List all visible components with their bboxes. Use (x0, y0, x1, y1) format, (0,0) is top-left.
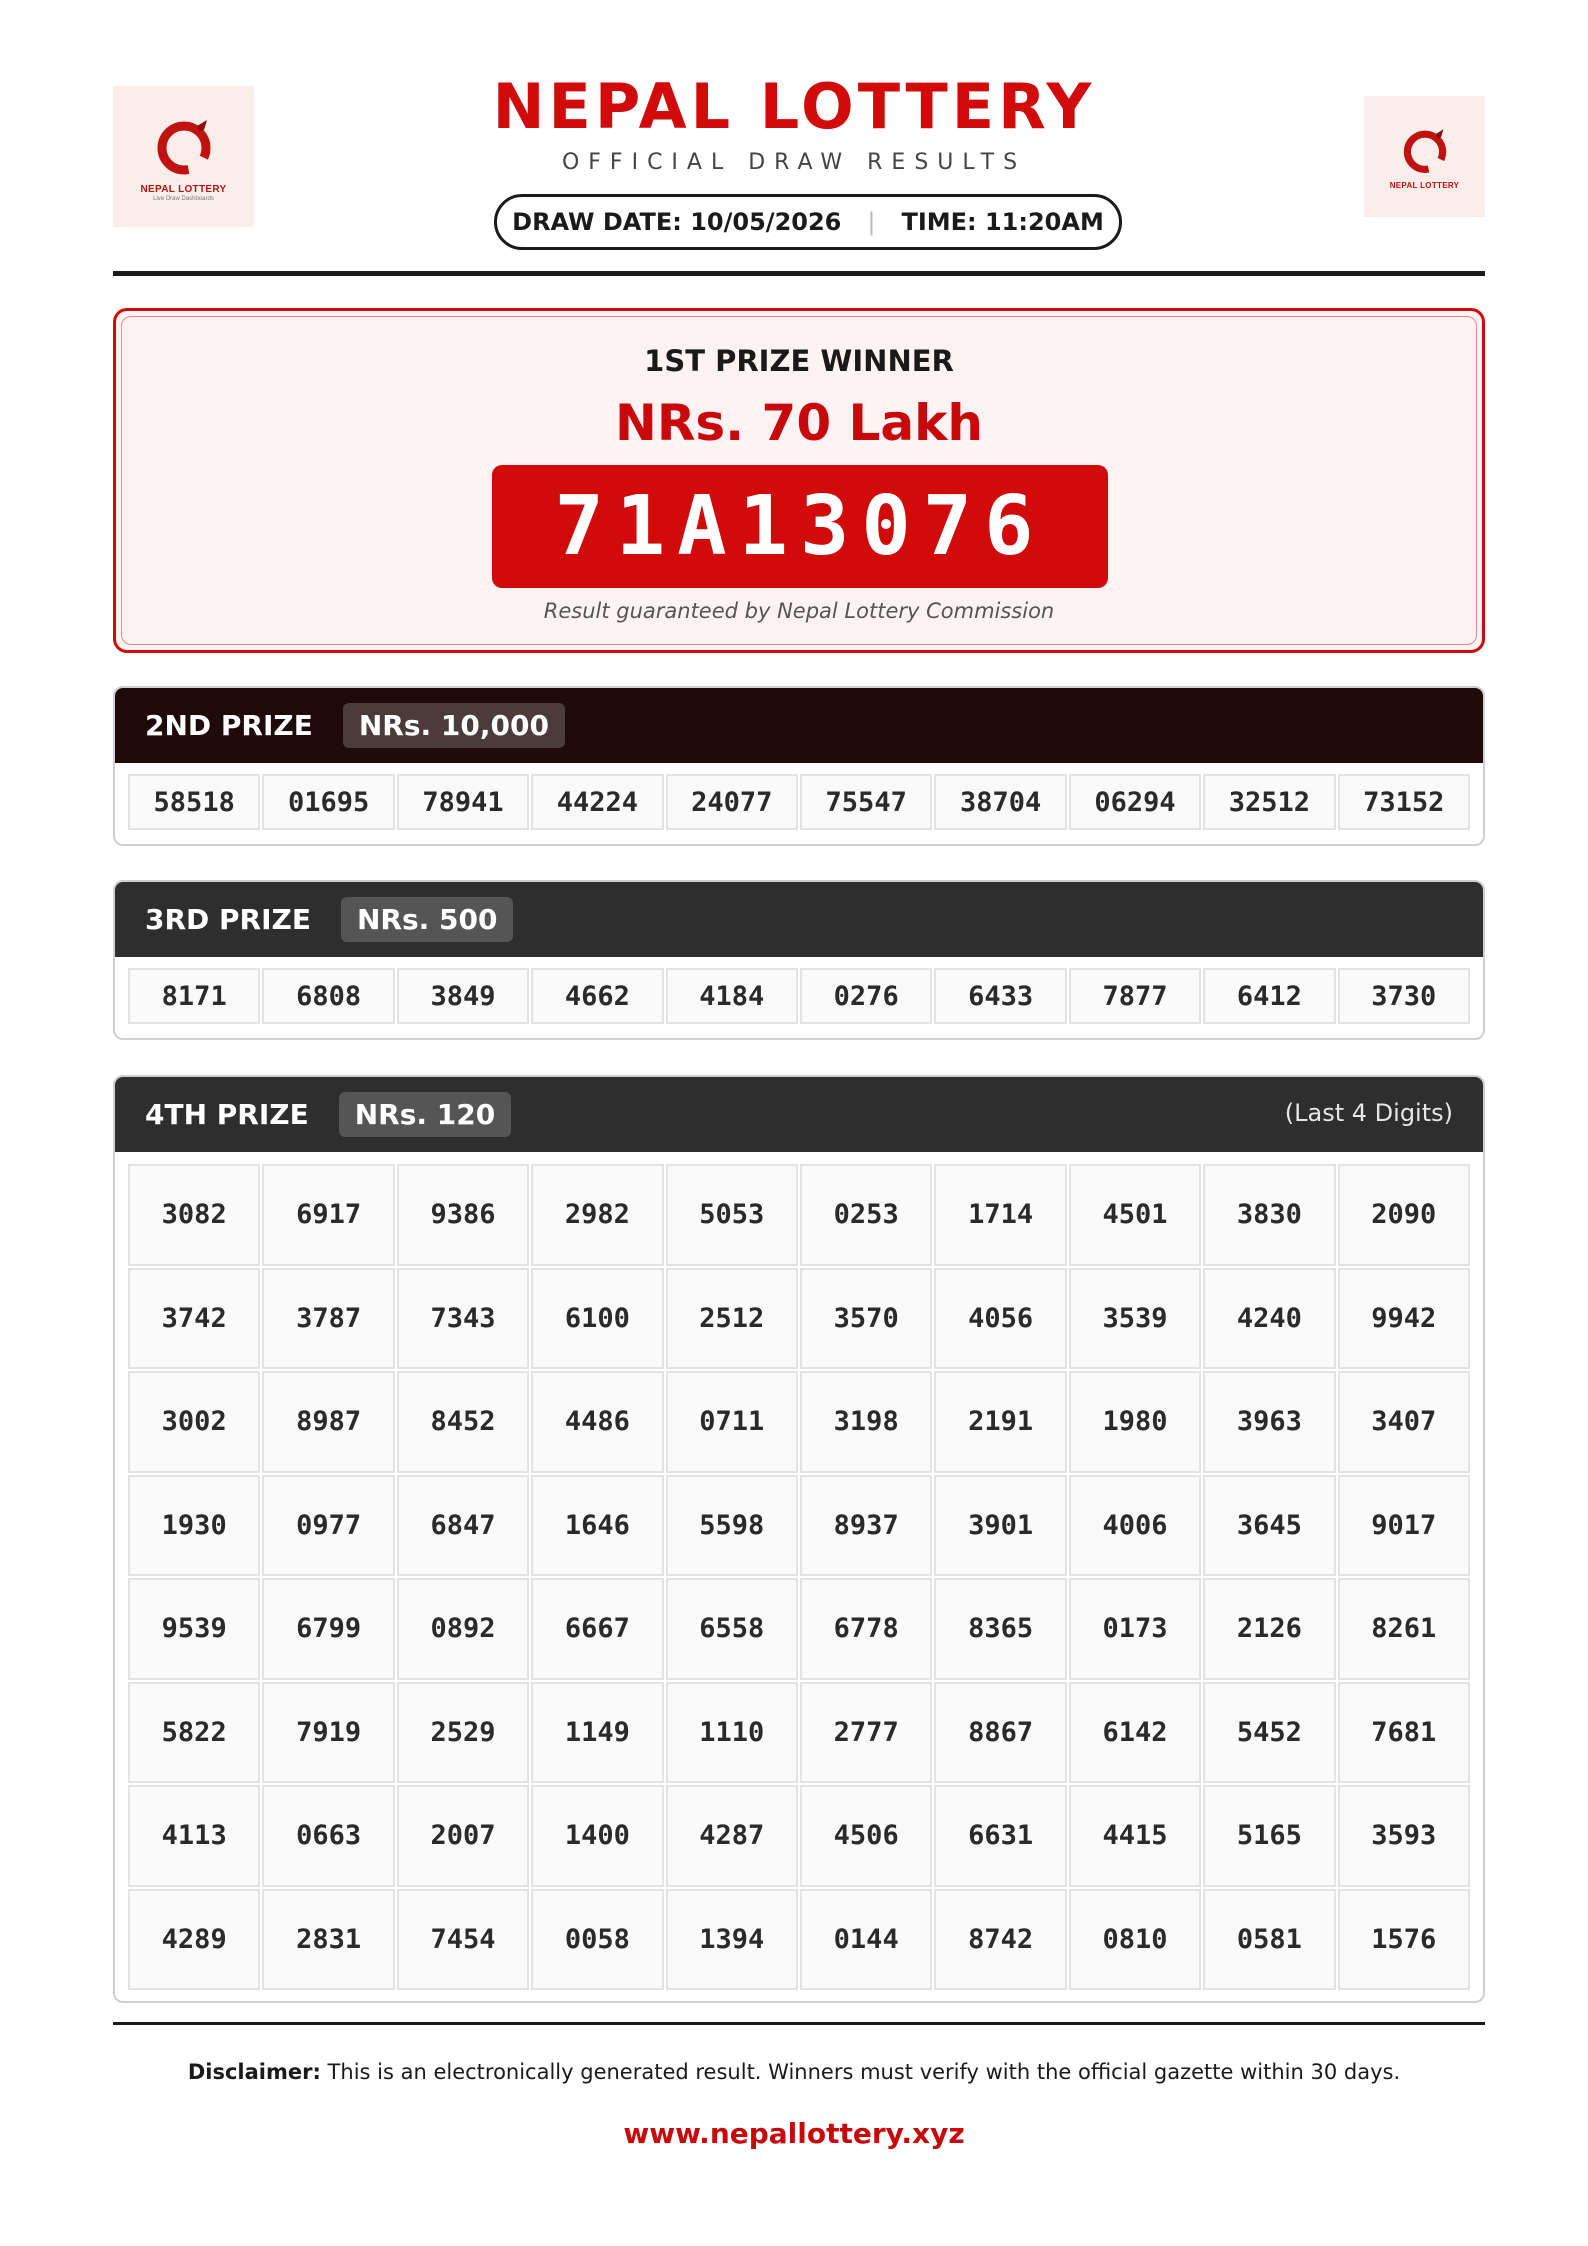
ticket-number-cell: 2191 (934, 1371, 1066, 1473)
ticket-number-cell: 4287 (666, 1785, 798, 1887)
ticket-number-cell: 58518 (128, 774, 260, 830)
ticket-number-cell: 32512 (1203, 774, 1335, 830)
ticket-number-cell: 4056 (934, 1268, 1066, 1370)
ticket-number-cell: 1646 (531, 1475, 663, 1577)
third-prize-grid (127, 967, 1471, 1025)
ticket-number-cell: 3742 (128, 1268, 260, 1370)
ticket-number-cell: 0977 (262, 1475, 394, 1577)
logo-tagline: Live Draw Dashboards (153, 195, 214, 202)
ticket-number-cell: 3830 (1203, 1164, 1335, 1266)
ticket-number-cell: 3570 (800, 1268, 932, 1370)
fourth-prize-grid (127, 1163, 1471, 1991)
ticket-number-cell: 2831 (262, 1889, 394, 1991)
third-prize-section (113, 880, 1485, 1040)
ticket-number-cell: 0276 (800, 968, 932, 1024)
ticket-number-cell: 6778 (800, 1578, 932, 1680)
draw-time: TIME: 11:20AM (901, 208, 1104, 236)
ticket-number-cell: 2090 (1338, 1164, 1470, 1266)
website-link[interactable]: www.nepallottery.xyz (623, 2117, 965, 2150)
ticket-number-cell: 4289 (128, 1889, 260, 1991)
logo-text: NEPAL LOTTERY (1389, 181, 1460, 190)
ticket-number-cell: 0058 (531, 1889, 663, 1991)
ticket-number-cell: 6558 (666, 1578, 798, 1680)
ticket-number-cell: 0892 (397, 1578, 529, 1680)
first-prize-ticket: 71A13076 (492, 465, 1108, 588)
first-prize-note: Result guaranteed by Nepal Lottery Commission (543, 599, 1055, 623)
second-prize-header (115, 688, 1483, 763)
ticket-number-cell: 6142 (1069, 1682, 1201, 1784)
ticket-number-cell: 1110 (666, 1682, 798, 1784)
ticket-number-cell: 4501 (1069, 1164, 1201, 1266)
ticket-number-cell: 6433 (934, 968, 1066, 1024)
disclaimer (0, 2060, 1588, 2084)
ticket-number-cell: 3787 (262, 1268, 394, 1370)
ticket-number-cell: 3645 (1203, 1475, 1335, 1577)
ticket-number-cell: 0253 (800, 1164, 932, 1266)
ticket-number-cell: 4006 (1069, 1475, 1201, 1577)
second-prize-title: 2ND PRIZE (145, 709, 313, 742)
ticket-number-cell: 2512 (666, 1268, 798, 1370)
ticket-number-cell: 06294 (1069, 774, 1201, 830)
ticket-number-cell: 2777 (800, 1682, 932, 1784)
ticket-number-cell: 5822 (128, 1682, 260, 1784)
ticket-number-cell: 3849 (397, 968, 529, 1024)
ticket-number-cell: 9386 (397, 1164, 529, 1266)
ticket-number-cell: 2529 (397, 1682, 529, 1784)
disclaimer-label: Disclaimer: (187, 2060, 321, 2084)
third-prize-amount-badge: NRs. 500 (341, 897, 514, 942)
ticket-number-cell: 6631 (934, 1785, 1066, 1887)
fourth-prize-amount-badge: NRs. 120 (339, 1092, 512, 1137)
fourth-prize-section (113, 1075, 1485, 2003)
ticket-number-cell: 0810 (1069, 1889, 1201, 1991)
draw-info-pill (494, 194, 1122, 250)
ticket-number-cell: 2007 (397, 1785, 529, 1887)
ticket-number-cell: 5598 (666, 1475, 798, 1577)
ticket-number-cell: 4506 (800, 1785, 932, 1887)
page-title: NEPAL LOTTERY (492, 70, 1096, 143)
ticket-number-cell: 5165 (1203, 1785, 1335, 1887)
page-subtitle: OFFICIAL DRAW RESULTS (561, 150, 1027, 175)
ticket-number-cell: 6799 (262, 1578, 394, 1680)
ticket-number-cell: 8987 (262, 1371, 394, 1473)
ticket-number-cell: 5053 (666, 1164, 798, 1266)
first-prize-amount: NRs. 70 Lakh (615, 394, 983, 452)
ticket-number-cell: 6100 (531, 1268, 663, 1370)
header-divider (113, 271, 1485, 276)
ticket-number-cell: 4240 (1203, 1268, 1335, 1370)
ticket-number-cell: 8867 (934, 1682, 1066, 1784)
ticket-number-cell: 6667 (531, 1578, 663, 1680)
ticket-number-cell: 9017 (1338, 1475, 1470, 1577)
ticket-number-cell: 3002 (128, 1371, 260, 1473)
ticket-number-cell: 3730 (1338, 968, 1470, 1024)
ticket-number-cell: 1400 (531, 1785, 663, 1887)
ticket-number-cell: 3539 (1069, 1268, 1201, 1370)
fourth-prize-note: (Last 4 Digits) (1284, 1099, 1453, 1127)
ticket-number-cell: 2982 (531, 1164, 663, 1266)
third-prize-title: 3RD PRIZE (145, 903, 311, 936)
ticket-number-cell: 6847 (397, 1475, 529, 1577)
ticket-number-cell: 73152 (1338, 774, 1470, 830)
second-prize-grid (127, 773, 1471, 831)
ticket-number-cell: 75547 (800, 774, 932, 830)
ticket-number-cell: 8171 (128, 968, 260, 1024)
fourth-prize-title: 4TH PRIZE (145, 1098, 309, 1131)
ticket-number-cell: 0144 (800, 1889, 932, 1991)
ticket-number-cell: 4113 (128, 1785, 260, 1887)
ticket-number-cell: 1149 (531, 1682, 663, 1784)
ticket-number-cell: 1980 (1069, 1371, 1201, 1473)
ticket-number-cell: 4486 (531, 1371, 663, 1473)
ticket-number-cell: 6412 (1203, 968, 1335, 1024)
ticket-number-cell: 3198 (800, 1371, 932, 1473)
ticket-number-cell: 7919 (262, 1682, 394, 1784)
ticket-number-cell: 6917 (262, 1164, 394, 1266)
ticket-number-cell: 4662 (531, 968, 663, 1024)
ticket-number-cell: 1394 (666, 1889, 798, 1991)
ticket-number-cell: 0173 (1069, 1578, 1201, 1680)
first-prize-label: 1ST PRIZE WINNER (644, 344, 954, 378)
ticket-number-cell: 2126 (1203, 1578, 1335, 1680)
ticket-number-cell: 1714 (934, 1164, 1066, 1266)
ticket-number-cell: 7343 (397, 1268, 529, 1370)
ticket-number-cell: 78941 (397, 774, 529, 830)
ticket-number-cell: 7454 (397, 1889, 529, 1991)
logo-text: NEPAL LOTTERY (140, 183, 227, 195)
ticket-number-cell: 5452 (1203, 1682, 1335, 1784)
disclaimer-text: This is an electronically generated result. Winners must verify with the official gazette within 30 days. (320, 2060, 1401, 2084)
third-prize-header (115, 882, 1483, 957)
ticket-number-cell: 44224 (531, 774, 663, 830)
ticket-number-cell: 1576 (1338, 1889, 1470, 1991)
ticket-number-cell: 9942 (1338, 1268, 1470, 1370)
ticket-number-cell: 0581 (1203, 1889, 1335, 1991)
ticket-number-cell: 8365 (934, 1578, 1066, 1680)
ticket-number-cell: 6808 (262, 968, 394, 1024)
ticket-number-cell: 3082 (128, 1164, 260, 1266)
ticket-number-cell: 0711 (666, 1371, 798, 1473)
footer-divider (113, 2022, 1485, 2025)
pill-separator: | (867, 208, 876, 236)
first-prize-card (113, 308, 1485, 653)
ticket-number-cell: 0663 (262, 1785, 394, 1887)
ticket-number-cell: 38704 (934, 774, 1066, 830)
ticket-number-cell: 4415 (1069, 1785, 1201, 1887)
ticket-number-cell: 7681 (1338, 1682, 1470, 1784)
ticket-number-cell: 24077 (666, 774, 798, 830)
ticket-number-cell: 8742 (934, 1889, 1066, 1991)
ticket-number-cell: 3901 (934, 1475, 1066, 1577)
ticket-number-cell: 1930 (128, 1475, 260, 1577)
ticket-number-cell: 8452 (397, 1371, 529, 1473)
ticket-number-cell: 4184 (666, 968, 798, 1024)
second-prize-section (113, 686, 1485, 846)
second-prize-amount-badge: NRs. 10,000 (343, 703, 565, 748)
ticket-number-cell: 7877 (1069, 968, 1201, 1024)
ticket-number-cell: 8937 (800, 1475, 932, 1577)
ticket-number-cell: 3407 (1338, 1371, 1470, 1473)
ticket-number-cell: 9539 (128, 1578, 260, 1680)
ticket-number-cell: 3593 (1338, 1785, 1470, 1887)
ticket-number-cell: 8261 (1338, 1578, 1470, 1680)
ticket-number-cell: 3963 (1203, 1371, 1335, 1473)
fourth-prize-header (115, 1077, 1483, 1152)
ticket-number-cell: 01695 (262, 774, 394, 830)
draw-date: DRAW DATE: 10/05/2026 (512, 208, 842, 236)
